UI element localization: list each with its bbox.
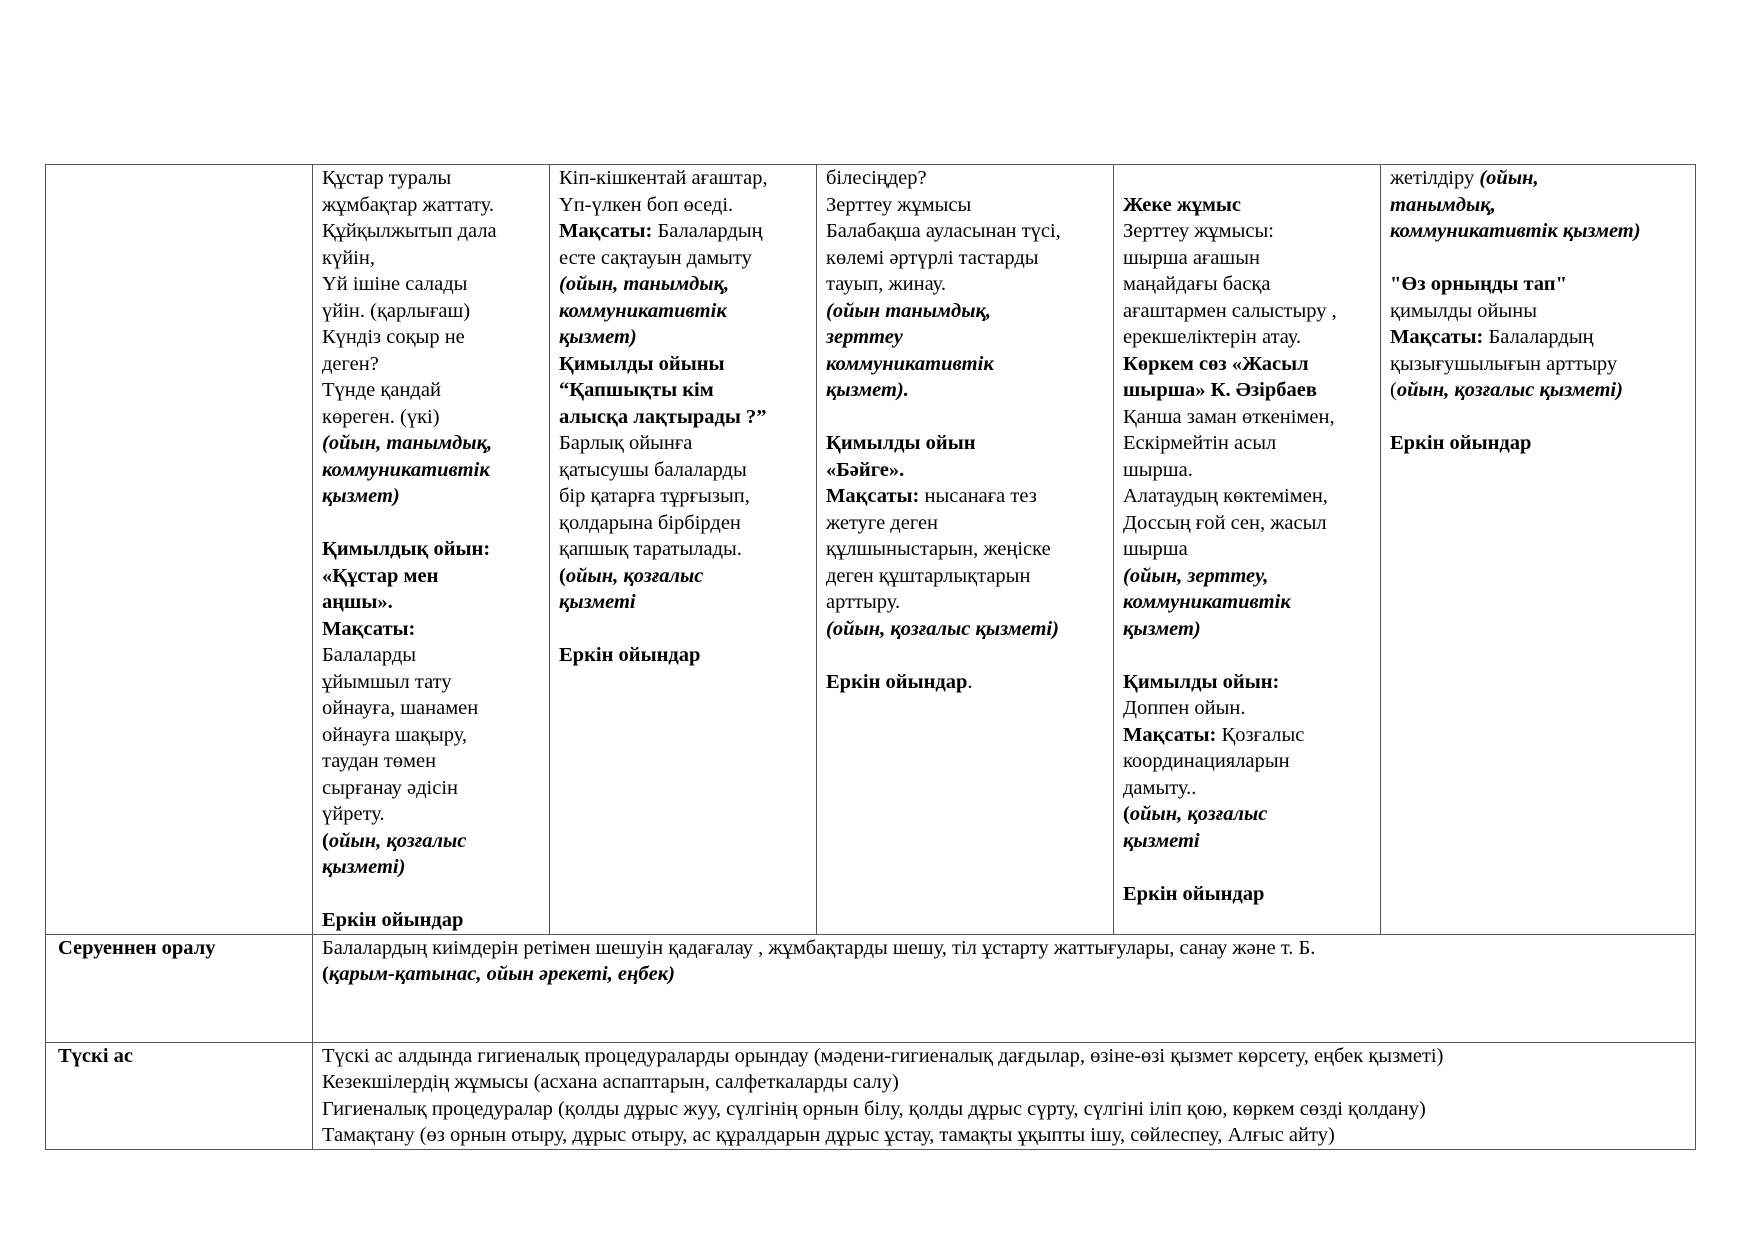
text-line xyxy=(826,298,1105,325)
text-line xyxy=(1123,642,1372,669)
lunch-row xyxy=(46,1042,1696,1149)
text-line xyxy=(559,192,808,219)
text-line xyxy=(1123,748,1372,775)
walk-cell-2 xyxy=(550,165,817,935)
text-line xyxy=(322,1122,1687,1149)
text-line xyxy=(559,271,808,298)
text-line xyxy=(322,616,541,643)
text-line xyxy=(322,298,541,325)
text-segment: таудан төмен xyxy=(322,750,437,772)
text-line xyxy=(322,457,541,484)
text-segment: ( xyxy=(322,963,329,985)
text-segment: нысанаға тез xyxy=(919,485,1037,507)
text-line xyxy=(1390,298,1687,325)
text-line xyxy=(826,165,1105,192)
text-segment: Мақсаты: xyxy=(826,485,920,507)
text-line xyxy=(1123,404,1372,431)
text-line xyxy=(559,589,808,616)
text-segment: қызмет) xyxy=(322,485,400,507)
text-segment: Балаларды xyxy=(322,644,417,666)
text-line xyxy=(1390,430,1687,457)
text-line xyxy=(322,589,541,616)
text-line xyxy=(559,245,808,272)
text-segment: көреген. (үкі) xyxy=(322,405,440,428)
text-line xyxy=(1123,430,1372,457)
text-line xyxy=(322,271,541,298)
text-segment: "Өз орныңды тап" xyxy=(1390,273,1567,295)
lunch-content xyxy=(313,1042,1696,1149)
text-line xyxy=(826,351,1105,378)
text-line xyxy=(559,510,808,537)
text-segment: (ойын танымдық, xyxy=(826,299,991,322)
text-line xyxy=(826,616,1105,643)
text-line xyxy=(322,510,541,537)
text-segment: Ескірмейтін асыл xyxy=(1123,432,1277,454)
text-segment: Түскі ас алдында гигиеналық процедураларды орындау (мәдени-гигиеналық дағдылар, өзіне-өзі қызмет көрсету, еңбек қызметі) xyxy=(322,1044,1444,1067)
text-segment: Доппен ойын. xyxy=(1123,697,1246,719)
text-line xyxy=(322,722,541,749)
text-segment: «Бәйге». xyxy=(826,458,905,481)
text-line xyxy=(1123,165,1372,192)
text-segment: Гигиеналық процедуралар (қолды дұрыс жуу, сүлгінің орнын білу, қолды дұрыс сүрту, сүлгіні іліп қою, көркем сөзді қолдану) xyxy=(322,1097,1426,1120)
text-line xyxy=(322,828,541,855)
text-segment: Алатаудың көктемімен, xyxy=(1123,485,1328,507)
text-segment: бір қатарға тұрғызып, xyxy=(559,485,750,507)
text-line xyxy=(1123,536,1372,563)
text-line xyxy=(559,218,808,245)
text-line xyxy=(826,245,1105,272)
text-segment: қызмет). xyxy=(826,379,909,401)
text-line xyxy=(559,483,808,510)
text-segment: Кезекшілердің жұмысы (асхана аспаптарын, салфеткаларды салу) xyxy=(322,1071,899,1093)
text-segment: ойын, қозғалыс xyxy=(328,829,467,852)
text-segment: Зерттеу жұмысы xyxy=(826,193,972,216)
text-segment: жұмбақтар жаттату. xyxy=(322,193,495,216)
text-line xyxy=(1123,245,1372,272)
text-segment: шырша xyxy=(1123,538,1188,560)
text-segment: жетілдіру xyxy=(1390,167,1480,189)
text-line xyxy=(322,218,541,245)
text-line xyxy=(1390,351,1687,378)
text-segment: деген құштарлықтарын xyxy=(826,564,1031,587)
text-segment: ойын, қозғалыс xyxy=(565,564,704,587)
text-segment: Еркін ойындар xyxy=(1123,882,1265,905)
text-line xyxy=(1390,165,1687,192)
text-segment: маңайдағы басқа xyxy=(1123,273,1271,295)
text-line xyxy=(559,457,808,484)
text-segment: зерттеу xyxy=(826,326,903,348)
text-line xyxy=(826,192,1105,219)
text-segment: Еркін ойындар xyxy=(322,909,464,931)
text-segment: Құстар туралы xyxy=(322,167,452,189)
text-segment: Балалардың xyxy=(652,220,763,242)
text-line xyxy=(322,695,541,722)
text-line xyxy=(1123,828,1372,855)
text-line xyxy=(1123,801,1372,828)
text-segment: Қанша заман өткенімен, xyxy=(1123,405,1335,428)
text-segment: Түнде қандай xyxy=(322,379,441,401)
text-segment: (ойын, қозғалыс қызметі) xyxy=(826,617,1059,640)
text-segment: қызметі) xyxy=(322,856,406,878)
return-label: Серуеннен оралу xyxy=(46,934,313,1042)
text-segment: жетуге деген xyxy=(826,511,939,534)
text-line xyxy=(559,324,808,351)
text-segment: есте сақтауын дамыту xyxy=(559,246,752,269)
text-segment: қызығушылығын арттыру xyxy=(1390,352,1618,375)
text-segment: үйін. (қарлығаш) xyxy=(322,299,471,322)
text-segment: (ойын, xyxy=(1479,167,1539,189)
text-line xyxy=(1123,589,1372,616)
text-segment: Үй ішіне салады xyxy=(322,273,468,295)
text-segment: Қимылдық ойын: xyxy=(322,538,491,560)
text-line xyxy=(1123,563,1372,590)
text-line xyxy=(322,775,541,802)
text-line xyxy=(826,669,1105,696)
text-line xyxy=(322,801,541,828)
text-segment: (ойын, зерттеу, xyxy=(1123,564,1269,587)
text-line xyxy=(1123,695,1372,722)
text-segment: ( xyxy=(322,829,329,852)
text-line xyxy=(826,218,1105,245)
text-line xyxy=(322,563,541,590)
text-segment: координацияларын xyxy=(1123,750,1290,772)
text-segment: (ойын, танымдық, xyxy=(559,273,730,295)
text-line xyxy=(826,536,1105,563)
text-line xyxy=(826,404,1105,431)
text-line xyxy=(1390,192,1687,219)
text-line xyxy=(1390,324,1687,351)
text-line xyxy=(322,483,541,510)
text-line xyxy=(559,351,808,378)
text-segment: «Құстар мен xyxy=(322,564,439,587)
text-segment: коммуникативтік xyxy=(1123,591,1291,613)
text-segment: (ойын, танымдық, xyxy=(322,432,493,454)
text-segment: Кіп-кішкентай ағаштар, xyxy=(559,167,768,189)
text-segment: қызметі xyxy=(1123,829,1200,852)
text-segment: арттыру. xyxy=(826,591,901,613)
text-segment: Мақсаты: xyxy=(1123,723,1217,746)
text-line xyxy=(1123,483,1372,510)
text-segment: ойын, қозғалыс қызметі) xyxy=(1396,379,1623,401)
text-line xyxy=(322,192,541,219)
text-segment: шырша. xyxy=(1123,458,1193,481)
text-line xyxy=(559,616,808,643)
text-line xyxy=(322,377,541,404)
walk-cell-5 xyxy=(1381,165,1696,935)
text-segment: ( xyxy=(1123,803,1130,825)
text-segment: ойын, қозғалыс xyxy=(1129,803,1268,825)
text-segment: күйін, xyxy=(322,246,375,269)
text-segment: Жеке жұмыс xyxy=(1123,193,1242,216)
text-line xyxy=(322,245,541,272)
text-segment: қапшық таратылады. xyxy=(559,538,742,560)
text-segment: ұйымшыл тату xyxy=(322,670,452,693)
text-line xyxy=(1123,377,1372,404)
text-line xyxy=(826,324,1105,351)
text-line xyxy=(826,510,1105,537)
text-segment: ағаштармен салыстыру , xyxy=(1123,299,1337,322)
text-segment: білесіңдер? xyxy=(826,167,927,189)
text-line xyxy=(322,748,541,775)
text-segment: Көркем сөз «Жасыл xyxy=(1123,352,1309,375)
text-line xyxy=(1123,510,1372,537)
text-line xyxy=(1123,616,1372,643)
text-line xyxy=(322,1069,1687,1096)
text-line xyxy=(322,165,541,192)
text-segment: алысқа лақтырады ?” xyxy=(559,405,767,428)
text-line xyxy=(559,298,808,325)
text-line xyxy=(826,589,1105,616)
text-line xyxy=(559,563,808,590)
text-segment: Қимылды ойыны xyxy=(559,352,725,375)
text-segment: Доссың ғой сен, жасыл xyxy=(1123,511,1327,534)
text-segment: ерекшеліктерін атау. xyxy=(1123,326,1302,348)
text-segment: сырғанау әдісін xyxy=(322,776,459,799)
text-segment: коммуникативтік xyxy=(322,458,490,481)
text-line xyxy=(826,563,1105,590)
text-line xyxy=(1390,218,1687,245)
text-segment: дамыту.. xyxy=(1123,776,1197,799)
daily-plan-table xyxy=(45,164,1696,1150)
text-line xyxy=(322,935,1687,962)
text-line xyxy=(826,271,1105,298)
text-segment: Тамақтану (өз орнын отыру, дұрыс отыру, ас құралдарын дұрыс ұстау, тамақты ұқыпты ішу, сөйлеспеу, Алғыс айту) xyxy=(322,1124,1335,1146)
text-line xyxy=(322,1096,1687,1123)
text-line xyxy=(1123,271,1372,298)
text-segment: Барлық ойынға xyxy=(559,432,693,454)
text-segment: қимылды ойыны xyxy=(1390,299,1537,322)
text-line xyxy=(322,1043,1687,1070)
text-line xyxy=(559,165,808,192)
text-segment: Балалардың xyxy=(1483,326,1594,348)
text-line xyxy=(1123,854,1372,881)
text-line xyxy=(1390,245,1687,272)
text-line xyxy=(1123,324,1372,351)
text-line xyxy=(1123,298,1372,325)
text-segment: аңшы». xyxy=(322,591,393,613)
text-line xyxy=(559,642,808,669)
text-segment: ( xyxy=(559,564,566,587)
text-segment: Мақсаты: xyxy=(322,617,416,640)
text-segment: Үп-үлкен боп өседі. xyxy=(559,193,734,216)
text-segment: ойнауға, шанамен xyxy=(322,697,479,719)
text-segment: “Қапшықты кім xyxy=(559,379,714,401)
text-segment: қызметі xyxy=(559,591,636,613)
text-segment: коммуникативтік қызмет) xyxy=(1390,220,1641,242)
text-line xyxy=(322,430,541,457)
text-line xyxy=(826,430,1105,457)
text-line xyxy=(322,669,541,696)
text-segment: шырша ағашын xyxy=(1123,246,1260,269)
text-segment: Қимылды ойын: xyxy=(1123,670,1280,693)
text-segment: Күндіз соқыр не xyxy=(322,326,465,348)
text-line xyxy=(1123,881,1372,908)
text-segment: танымдық, xyxy=(1390,193,1496,216)
text-segment: Қимылды ойын xyxy=(826,432,976,454)
text-segment: қызмет) xyxy=(1123,617,1201,640)
text-segment: ( xyxy=(1390,379,1397,401)
text-segment: Еркін ойындар xyxy=(826,670,968,693)
text-segment: шырша» К. Әзірбаев xyxy=(1123,379,1317,401)
text-segment: ойнауға шақыру, xyxy=(322,723,468,746)
text-segment: қолдарына бірбірден xyxy=(559,511,741,534)
return-content xyxy=(313,934,1696,1042)
text-segment: қызмет) xyxy=(559,326,637,348)
text-line xyxy=(559,536,808,563)
text-segment: Еркін ойындар xyxy=(559,644,701,666)
text-segment: тауып, жинау. xyxy=(826,273,946,295)
text-line xyxy=(322,404,541,431)
text-segment: Мақсаты: xyxy=(1390,326,1484,348)
text-line xyxy=(826,377,1105,404)
text-segment: деген? xyxy=(322,352,379,375)
text-line xyxy=(1123,192,1372,219)
walk-row xyxy=(46,165,1696,935)
text-line xyxy=(1123,457,1372,484)
text-segment: көлемі әртүрлі тастарды xyxy=(826,246,1039,269)
walk-cell-4 xyxy=(1114,165,1381,935)
text-segment: . xyxy=(967,670,973,693)
text-line xyxy=(1390,271,1687,298)
text-line xyxy=(322,907,541,934)
text-line xyxy=(559,430,808,457)
text-segment: құлшыныстарын, жеңіске xyxy=(826,538,1051,560)
text-line xyxy=(322,536,541,563)
text-line xyxy=(826,457,1105,484)
text-line xyxy=(322,881,541,908)
text-line xyxy=(1123,218,1372,245)
text-line xyxy=(559,377,808,404)
text-segment: Мақсаты: xyxy=(559,220,653,242)
text-segment: Балабақша ауласынан түсі, xyxy=(826,220,1061,242)
text-line xyxy=(826,483,1105,510)
text-line xyxy=(322,642,541,669)
text-line xyxy=(322,854,541,881)
text-line xyxy=(1123,669,1372,696)
text-segment: коммуникативтік xyxy=(559,299,727,322)
text-line xyxy=(322,961,1687,988)
text-line xyxy=(1123,722,1372,749)
walk-label-cell xyxy=(46,165,313,935)
text-line xyxy=(1390,377,1687,404)
text-segment: Зерттеу жұмысы: xyxy=(1123,220,1274,242)
text-line xyxy=(1123,775,1372,802)
return-from-walk-row xyxy=(46,934,1696,1042)
text-segment: Құйқылжытып дала xyxy=(322,220,497,242)
text-line xyxy=(559,404,808,431)
text-line xyxy=(1123,351,1372,378)
text-line xyxy=(826,642,1105,669)
text-segment: коммуникативтік xyxy=(826,352,994,375)
text-segment: қарым-қатынас, ойын әрекеті, еңбек) xyxy=(328,963,675,985)
text-segment: Балалардың киімдерін ретімен шешуін қадағалау , жұмбақтарды шешу, тіл ұстарту жаттығулары, санау және т. Б. xyxy=(322,936,1316,959)
text-segment: Қозғалыс xyxy=(1216,723,1305,746)
text-segment: үйрету. xyxy=(322,803,385,825)
lunch-label: Түскі ас xyxy=(46,1042,313,1149)
text-line xyxy=(322,351,541,378)
text-line xyxy=(322,324,541,351)
walk-cell-1 xyxy=(313,165,550,935)
text-segment: қатысушы балаларды xyxy=(559,458,747,481)
walk-cell-3 xyxy=(817,165,1114,935)
text-line xyxy=(1390,404,1687,431)
text-segment: Еркін ойындар xyxy=(1390,432,1532,454)
